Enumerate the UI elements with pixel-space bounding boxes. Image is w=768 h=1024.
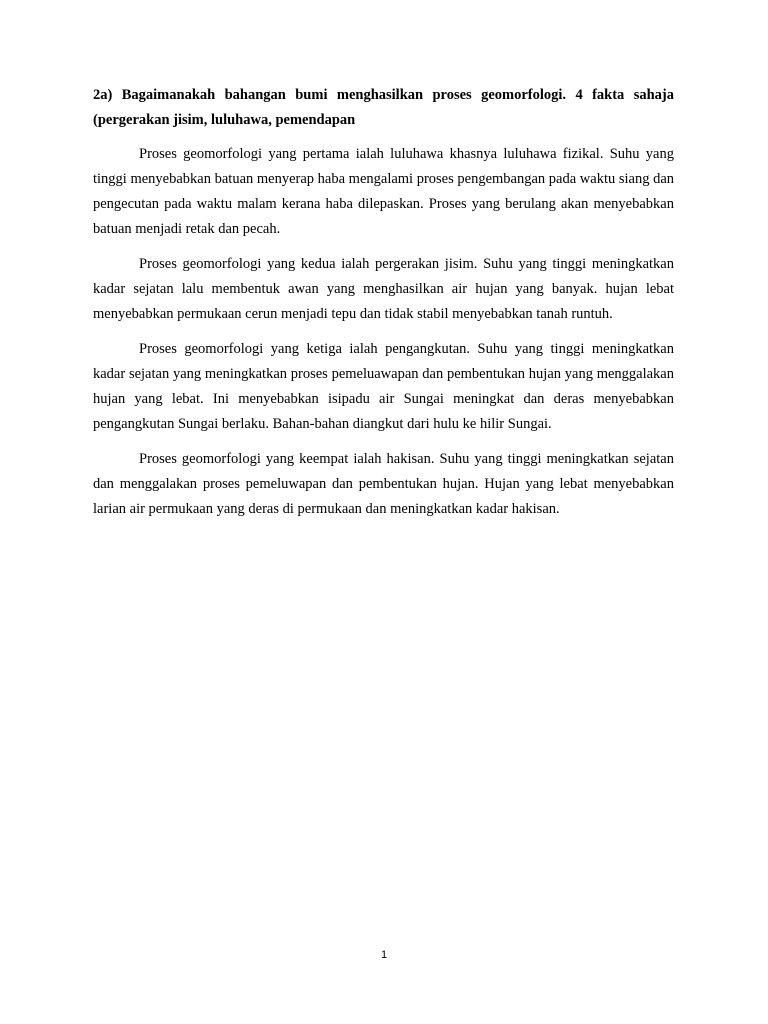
page-number: 1 — [380, 949, 388, 961]
paragraph-pengangkutan: Proses geomorfologi yang ketiga ialah pengangkutan. Suhu yang tinggi meningkatkan kadar sejatan yang meningkatkan proses pemeluawapan dan pembentukan hujan yang menggalakan hujan yang lebat. Ini menyebabkan isipadu air Sungai meningkat dan deras menyebabkan pengangkutan Sungai berlaku. Bahan-bahan diangkut dari hulu ke hilir Sungai. — [93, 341, 674, 432]
document-body — [93, 83, 674, 532]
paragraph-hakisan: Proses geomorfologi yang keempat ialah hakisan. Suhu yang tinggi meningkatkan sejatan dan menggalakan proses pemeluwapan dan pembentukan hujan. Hujan yang lebat menyebabkan larian air permukaan yang deras di permukaan dan meningkatkan kadar hakisan. — [93, 451, 674, 517]
question-heading: 2a) Bagaimanakah bahangan bumi menghasilkan proses geomorfologi. 4 fakta sahaja (pergerakan jisim, luluhawa, pemendapan — [93, 87, 674, 128]
paragraph-luluhawa: Proses geomorfologi yang pertama ialah luluhawa khasnya luluhawa fizikal. Suhu yang tinggi menyebabkan batuan menyerap haba mengalami proses pengembangan pada waktu siang dan pengecutan pada waktu malam kerana haba dilepaskan. Proses yang berulang akan menyebabkan batuan menjadi retak dan pecah. — [93, 146, 675, 237]
paragraph-pergerakan-jisim: Proses geomorfologi yang kedua ialah pergerakan jisim. Suhu yang tinggi meningkatkan kadar sejatan lalu membentuk awan yang menghasilkan air hujan yang banyak. hujan lebat menyebabkan permukaan cerun menjadi tepu dan tidak stabil menyebabkan tanah runtuh. — [93, 256, 674, 322]
